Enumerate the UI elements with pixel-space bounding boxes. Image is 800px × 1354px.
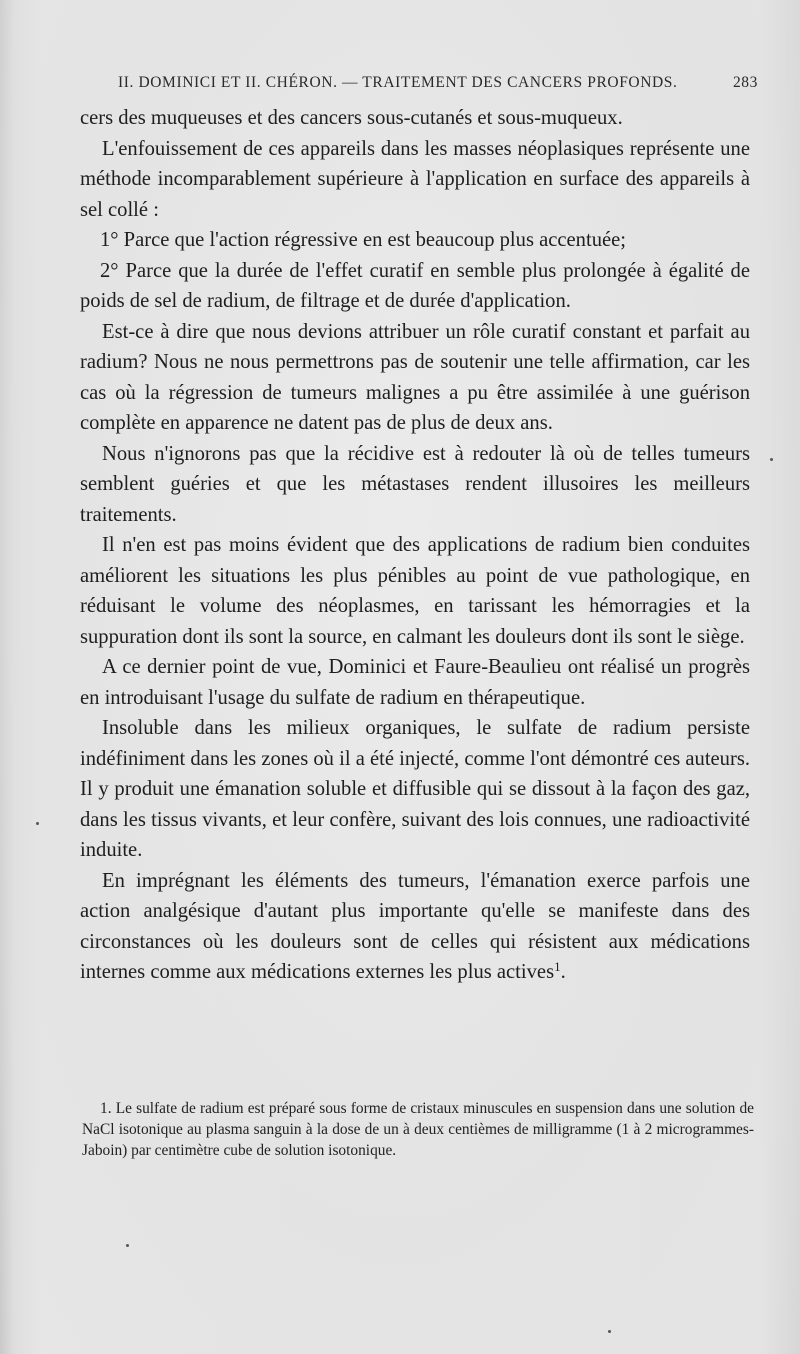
scan-speck — [126, 1244, 129, 1247]
paragraph-emanation — [80, 866, 750, 988]
scan-speck — [608, 1330, 611, 1333]
paragraph-dominici-faure: A ce dernier point de vue, Dominici et Faure-Beaulieu ont réalisé un progrès en introduisant l'usage du sulfate de radium en thérapeutique. — [80, 656, 750, 709]
paragraph-emanation-text: En imprégnant les éléments des tumeurs, l'émanation exerce parfois une action analgésique d'autant plus importante qu'elle se manifeste dans des circonstances où les douleurs sont de celles qui résistent aux médications internes comme aux médications externes les plus actives — [80, 869, 750, 983]
footnote-number: 1. — [100, 1100, 112, 1117]
paragraph-emanation-end: . — [560, 961, 566, 983]
footnote-reference[interactable]: 1 — [554, 959, 561, 974]
scan-speck — [770, 458, 773, 461]
page-number: 283 — [732, 74, 758, 91]
footnote-text: Le sulfate de radium est préparé sous forme de cristaux minuscules en suspension dans une solution de NaCl isotonique au plasma sanguin à la dose de un à deux centièmes de milligramme (1 à 2 microgrammes-Jaboin) par centimètre cube de solution isotonique. — [82, 1100, 754, 1159]
paragraph-sulfate: Insoluble dans les milieux organiques, le sulfate de radium persiste indéfiniment dans les zones où il a été injecté, comme l'ont démontré ces auteurs. Il y produit une émanation soluble et diffusible qui se dissout à la façon des gaz, dans les tissus vivants, et leur confère, suivant des lois connues, une radioactivité induite. — [80, 717, 750, 861]
footnote — [82, 1098, 754, 1161]
list-item-1: 1° Parce que l'action régressive en est beaucoup plus accentuée; — [100, 229, 626, 251]
running-head-title: II. DOMINICI ET II. CHÉRON. — TRAITEMENT DES CANCERS PROFONDS. — [118, 74, 678, 91]
list-item-2: 2° Parce que la durée de l'effet curatif en semble plus prolongée à égalité de poids de sel de radium, de filtrage et de durée d'application. — [80, 259, 750, 312]
body-text — [80, 103, 750, 988]
paragraph-continuation: cers des muqueuses et des cancers sous-cutanés et sous-muqueux. — [80, 107, 623, 129]
running-head — [118, 74, 758, 98]
paragraph-recidive: Nous n'ignorons pas que la récidive est à redouter là où de telles tumeurs semblent guéries et que les métastases rendent illusoires les meilleurs traitements. — [80, 442, 750, 526]
paragraph-applications: Il n'en est pas moins évident que des applications de radium bien conduites améliorent les situations les plus pénibles au point de vue pathologique, en réduisant le volume des néoplasmes, en tarissant les hémorragies et la suppuration dont ils sont la source, en calmant les douleurs dont ils sont le siège. — [80, 534, 750, 648]
scan-speck — [36, 822, 39, 825]
paragraph-enfouissement: L'enfouissement de ces appareils dans les masses néoplasiques représente une méthode incomparablement supérieure à l'application en surface des appareils à sel collé : — [80, 137, 750, 221]
paragraph-role-curatif: Est-ce à dire que nous devions attribuer un rôle curatif constant et parfait au radium? Nous ne nous permettrons pas de soutenir une telle affirmation, car les cas où la régression de tumeurs malignes a pu être assimilée à une guérison complète en apparence ne datent pas de plus de deux ans. — [80, 320, 750, 434]
